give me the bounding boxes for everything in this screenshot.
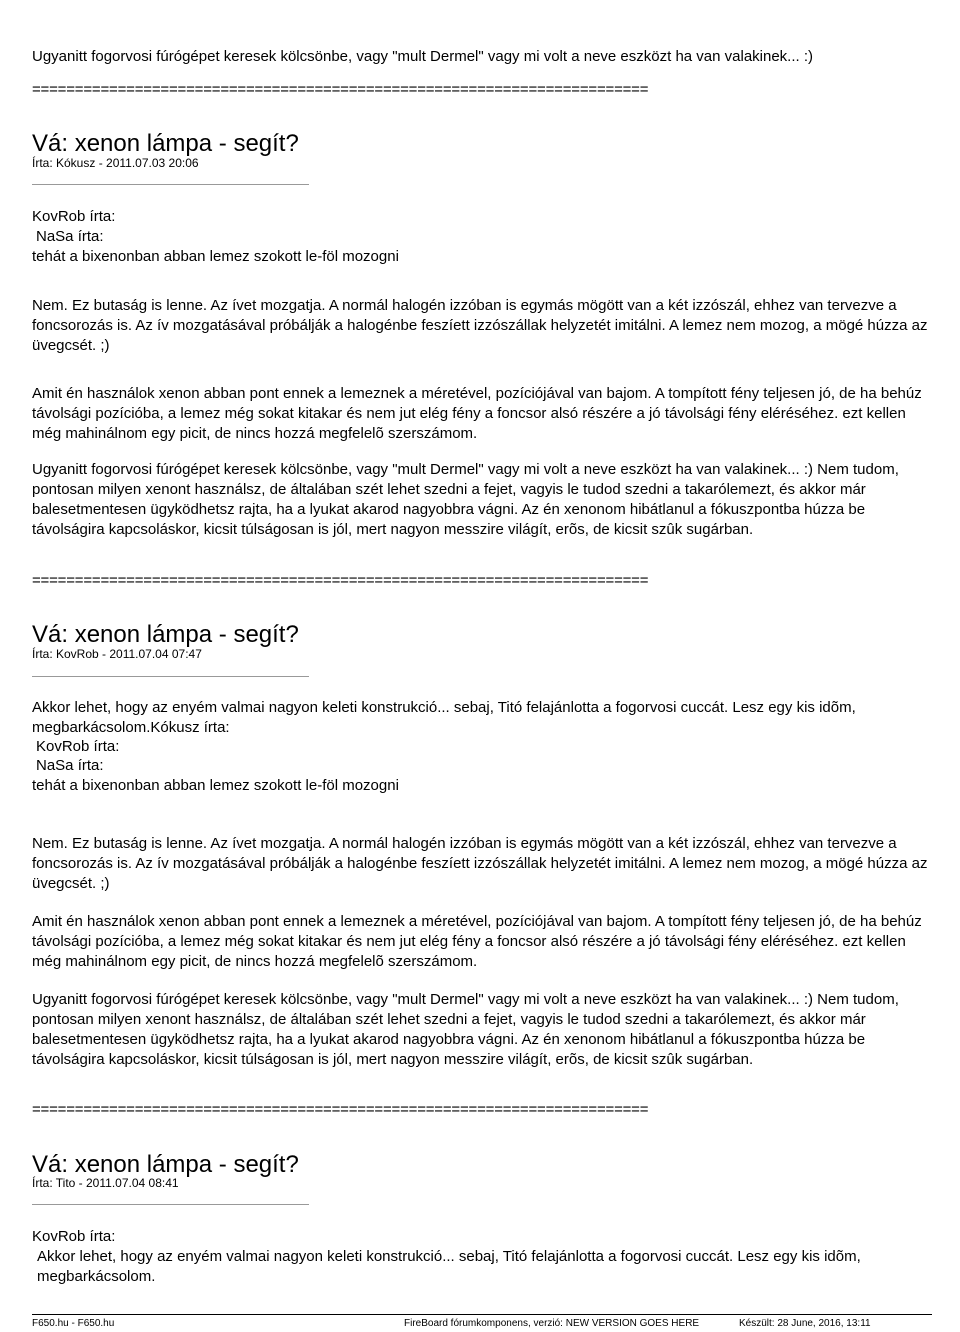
quote-author: KovRob írta: bbox=[32, 1228, 116, 1245]
post-paragraph: Amit én használok xenon abban pont ennek a lemeznek a méretével, pozíciójával van bajom. A tompított fény teljesen jó, de ha behúz távolsági pozícióba, a lemez még sokat kitakar és nem jut elég fény a foncsor alsó részére a jó távolsági fény eléréséhez. ezt kellen még mahinálnom egy picit, de nincs hozzá megfelelõ szerszámom. bbox=[32, 385, 922, 442]
quote-author: KovRob írta: bbox=[36, 738, 120, 755]
quote-text: tehát a bixenonban abban lemez szokott le-föl mozogni bbox=[32, 777, 399, 794]
post-paragraph: Nem. Ez butaság is lenne. Az ívet mozgatja. A normál halogén izzóban is egymás mögött van a két izzószál, ehhez van tervezve a foncsorozás is. Az ív mozgatásával próbálják a halogénbe feszíett izzószállak helyzetét imitálni. A lemez nem mozog, a mögé húzza az üvegcsét. ;) bbox=[32, 835, 928, 892]
quote-author: KovRob írta: bbox=[32, 208, 116, 225]
post-separator: ======================================================================== bbox=[32, 81, 649, 98]
footer-site: F650.hu - F650.hu bbox=[32, 1318, 115, 1329]
post-separator: ======================================================================== bbox=[32, 572, 649, 589]
post-separator: ======================================================================== bbox=[32, 1101, 649, 1118]
post-meta: Írta: KovRob - 2011.07.04 07:47 bbox=[32, 647, 202, 661]
post-paragraph: Akkor lehet, hogy az enyém valmai nagyon keleti konstrukció... sebaj, Titó felajánlotta a fogorvosi cuccát. Lesz egy kis idõm, megbarkácsolom.Kókusz írta: bbox=[32, 699, 856, 736]
post-divider bbox=[32, 184, 309, 185]
footer-timestamp: Készült: 28 June, 2016, 13:11 bbox=[739, 1318, 871, 1329]
post-paragraph: Ugyanitt fogorvosi fúrógépet keresek kölcsönbe, vagy "mult Dermel" vagy mi volt a neve eszközt ha van valakinek... :) Nem tudom, pontosan milyen xenont használsz, de általában szét lehet szedni a fejet, vagyis le tudod szedni a takarólemezt, és akkor már balesetmentesen ügyködhetsz rajta, ha a lyukat akarod nagyobbra vágni. Az én xenonom hibátlanul a fókuszpontba húzza be távolságira kapcsoláskor, kicsit túlságosan is jól, mert nagyon messzire világít, erõs, de kicsit szûk sugárban. bbox=[32, 991, 899, 1068]
post-meta: Írta: Kókusz - 2011.07.03 20:06 bbox=[32, 156, 199, 170]
post-paragraph: Amit én használok xenon abban pont ennek a lemeznek a méretével, pozíciójával van bajom. A tompított fény teljesen jó, de ha behúz távolsági pozícióba, a lemez még sokat kitakar és nem jut elég fény a foncsor alsó részére a jó távolsági fény eléréséhez. ezt kellen még mahinálnom egy picit, de nincs hozzá megfelelõ szerszámom. bbox=[32, 913, 922, 970]
post-divider bbox=[32, 676, 309, 677]
post-title: Vá: xenon lámpa - segít? bbox=[32, 130, 299, 157]
post-text: Ugyanitt fogorvosi fúrógépet keresek kölcsönbe, vagy "mult Dermel" vagy mi volt a neve eszközt ha van valakinek... :) bbox=[32, 48, 814, 65]
footer-divider bbox=[32, 1314, 932, 1315]
footer-credits: FireBoard fórumkomponens, verzió: NEW VERSION GOES HERE bbox=[404, 1318, 700, 1329]
quote-text: Akkor lehet, hogy az enyém valmai nagyon keleti konstrukció... sebaj, Titó felajánlotta a fogorvosi cuccát. Lesz egy kis idõm, megbarkácsolom. bbox=[37, 1248, 861, 1285]
quote-author: NaSa írta: bbox=[36, 757, 104, 774]
quote-text: tehát a bixenonban abban lemez szokott le-föl mozogni bbox=[32, 248, 399, 265]
post-title: Vá: xenon lámpa - segít? bbox=[32, 1151, 299, 1178]
post-paragraph: Ugyanitt fogorvosi fúrógépet keresek kölcsönbe, vagy "mult Dermel" vagy mi volt a neve eszközt ha van valakinek... :) Nem tudom, pontosan milyen xenont használsz, de általában szét lehet szedni a fejet, vagyis le tudod szedni a takarólemezt, és akkor már balesetmentesen ügyködhetsz rajta, ha a lyukat akarod nagyobbra vágni. Az én xenonom hibátlanul a fókuszpontba húzza be távolságira kapcsoláskor, kicsit túlságosan is jól, mert nagyon messzire világít, erõs, de kicsit szûk sugárban. bbox=[32, 461, 899, 538]
post-divider bbox=[32, 1204, 309, 1205]
post-title: Vá: xenon lámpa - segít? bbox=[32, 621, 299, 648]
post-meta: Írta: Tito - 2011.07.04 08:41 bbox=[32, 1176, 179, 1190]
post-paragraph: Nem. Ez butaság is lenne. Az ívet mozgatja. A normál halogén izzóban is egymás mögött van a két izzószál, ehhez van tervezve a foncsorozás is. Az ív mozgatásával próbálják a halogénbe feszíett izzószállak helyzetét imitálni. A lemez nem mozog, a mögé húzza az üvegcsét. ;) bbox=[32, 297, 928, 354]
quote-author: NaSa írta: bbox=[36, 228, 104, 245]
